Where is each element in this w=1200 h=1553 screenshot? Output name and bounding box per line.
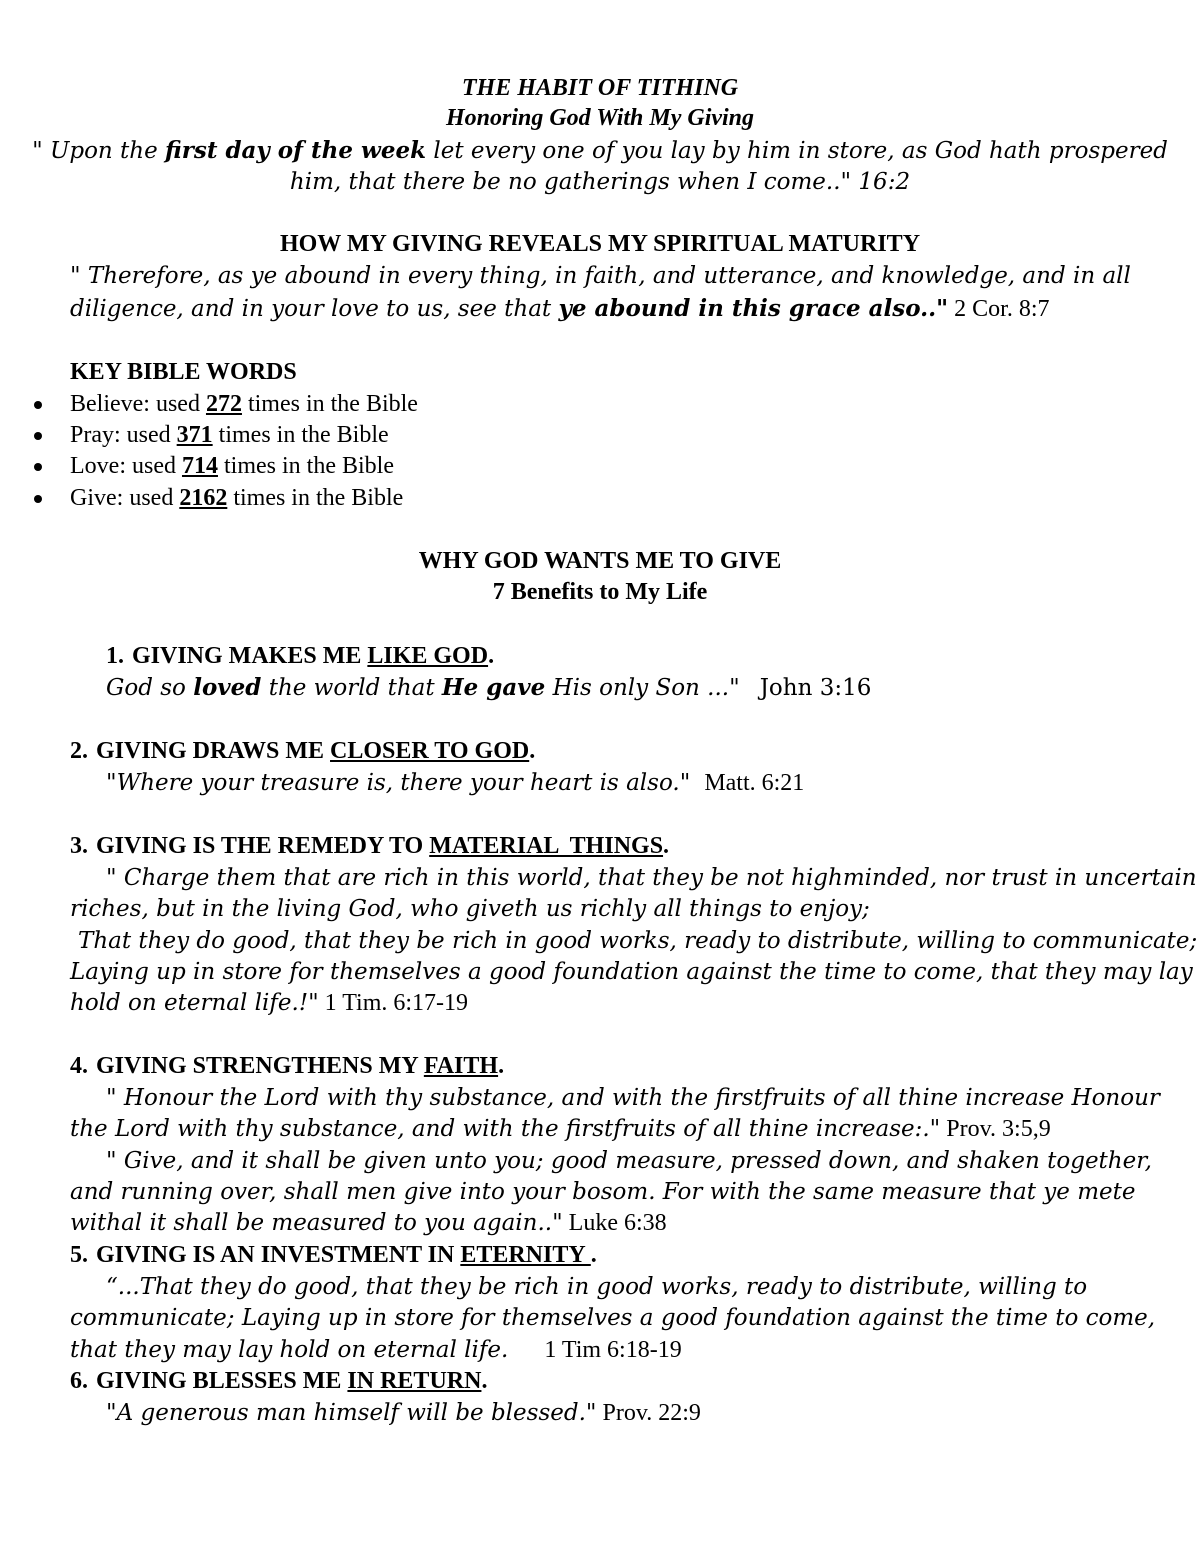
verse-text: God so	[106, 675, 194, 701]
verse-reference: John 3:16	[759, 675, 872, 701]
verse-text: let every one of you lay by him in store, as God hath prospered	[426, 138, 1168, 164]
benefit-3-verse-line-1: " Charge them that are rich in this world, that they be not highminded, nor trust in uncertain	[106, 865, 1197, 891]
benefit-keyword: CLOSER TO GOD	[330, 738, 530, 764]
benefit-number: 3.	[70, 833, 88, 859]
benefit-period: .	[663, 833, 670, 859]
benefit-2-verse	[106, 768, 804, 798]
key-word-pray	[70, 420, 389, 450]
why-subheading: 7 Benefits to My Life	[492, 579, 708, 605]
benefit-title: GIVING IS AN INVESTMENT IN	[96, 1242, 461, 1268]
benefit-keyword: MATERIAL THINGS	[429, 833, 664, 859]
key-word-give	[70, 483, 403, 513]
benefit-title: GIVING DRAWS ME	[96, 738, 331, 764]
benefit-number: 5.	[70, 1242, 88, 1268]
verse-emphasis: ye abound in this grace also.."	[558, 295, 949, 322]
benefit-3-verse-line-4: Laying up in store for themselves a good foundation against the time to come, that they may lay	[70, 959, 1193, 985]
key-word-count: 2162	[179, 485, 228, 511]
key-words-heading: KEY BIBLE WORDS	[70, 359, 297, 385]
verse-text: the world that	[261, 675, 442, 701]
key-word-count: 371	[176, 422, 213, 448]
key-word-label: Pray: used	[70, 422, 177, 448]
benefit-4-verse-line-5	[70, 1208, 667, 1238]
verse-text: that they may lay hold on eternal life.	[70, 1337, 509, 1363]
maturity-verse-line-1: " Therefore, as ye abound in every thing, in faith, and utterance, and knowledge, and in all	[70, 263, 1131, 289]
opening-verse-line-1	[0, 136, 1200, 166]
benefit-5-heading	[70, 1240, 597, 1270]
benefit-keyword: ETERNITY	[460, 1242, 591, 1268]
verse-emphasis: first day of the week	[165, 137, 427, 164]
benefit-number: 6.	[70, 1368, 88, 1394]
page-subtitle: Honoring God With My Giving	[445, 105, 755, 131]
benefit-title: GIVING MAKES ME	[132, 643, 368, 669]
benefit-6-verse	[106, 1398, 701, 1428]
benefit-3-verse-line-5	[70, 988, 468, 1018]
verse-text: the Lord with thy substance, and with the firstfruits of all thine increase:."	[70, 1116, 941, 1142]
benefit-keyword: IN RETURN	[347, 1368, 482, 1394]
verse-text: diligence, and in your love to us, see that	[70, 296, 559, 322]
verse-reference: Matt. 6:21	[704, 770, 805, 796]
benefit-title: GIVING STRENGTHENS MY	[96, 1053, 424, 1079]
benefit-1-verse	[106, 673, 871, 703]
key-word-suffix: times in the Bible	[212, 422, 389, 448]
page-title: THE HABIT OF TITHING	[461, 75, 739, 101]
benefit-4-verse-line-4: and running over, shall men give into your bosom. For with the same measure that ye mete	[70, 1179, 1136, 1205]
benefit-keyword: FAITH	[423, 1053, 499, 1079]
opening-verse-line-2: him, that there be no gatherings when I come.." 16:2	[289, 169, 911, 195]
benefit-period: .	[590, 1242, 597, 1268]
benefit-title: GIVING BLESSES ME	[96, 1368, 348, 1394]
benefit-4-verse-line-1: " Honour the Lord with thy substance, and with the firstfruits of all thine increase Honour	[106, 1085, 1160, 1111]
benefit-period: .	[481, 1368, 488, 1394]
benefit-5-verse-line-2: communicate; Laying up in store for themselves a good foundation against the time to come,	[70, 1305, 1156, 1331]
verse-text: "Where your treasure is, there your heart is also."	[106, 770, 691, 796]
key-word-label: Love: used	[70, 453, 182, 479]
key-word-love	[70, 451, 394, 481]
benefit-5-verse-line-1: “...That they do good, that they be rich in good works, ready to distribute, willing to	[106, 1274, 1088, 1300]
key-word-suffix: times in the Bible	[241, 391, 418, 417]
verse-reference: Prov. 3:5,9	[940, 1116, 1051, 1142]
benefit-3-heading	[70, 831, 669, 861]
bullet-icon	[34, 463, 42, 471]
key-word-suffix: times in the Bible	[227, 485, 404, 511]
verse-reference: Luke 6:38	[562, 1210, 667, 1236]
benefit-5-verse-line-3	[70, 1335, 682, 1365]
benefit-6-heading	[70, 1366, 487, 1396]
why-heading: WHY GOD WANTS ME TO GIVE	[418, 548, 782, 574]
key-word-label: Believe: used	[70, 391, 206, 417]
key-word-suffix: times in the Bible	[217, 453, 394, 479]
benefit-number: 1.	[106, 643, 124, 669]
verse-text: withal it shall be measured to you again.."	[70, 1210, 563, 1236]
benefit-period: .	[529, 738, 536, 764]
bullet-icon	[34, 401, 42, 409]
key-word-count: 272	[205, 391, 242, 417]
verse-emphasis: loved	[193, 674, 262, 701]
verse-emphasis: He gave	[441, 674, 546, 701]
benefit-3-verse-line-3: That they do good, that they be rich in good works, ready to distribute, willing to communicate;	[78, 928, 1198, 954]
benefit-4-verse-line-3: " Give, and it shall be given unto you; good measure, pressed down, and shaken together,	[106, 1148, 1152, 1174]
key-word-count: 714	[181, 453, 218, 479]
benefit-number: 4.	[70, 1053, 88, 1079]
benefit-1-heading	[106, 641, 494, 671]
benefit-2-heading	[70, 736, 535, 766]
verse-text: His only Son ..."	[545, 675, 740, 701]
bullet-icon	[34, 495, 42, 503]
key-word-label: Give: used	[70, 485, 180, 511]
bullet-icon	[34, 432, 42, 440]
maturity-verse-line-2	[70, 294, 1049, 324]
benefit-4-heading	[70, 1051, 504, 1081]
verse-text: " Upon the	[32, 138, 166, 164]
verse-reference: 1 Tim. 6:17-19	[318, 990, 469, 1016]
benefit-3-verse-line-2: riches, but in the living God, who giveth us richly all things to enjoy;	[70, 896, 870, 922]
verse-text: "A generous man himself will be blessed."	[106, 1400, 597, 1426]
benefit-period: .	[488, 643, 495, 669]
benefit-period: .	[498, 1053, 505, 1079]
verse-reference: 2 Cor. 8:7	[948, 296, 1050, 322]
verse-reference: Prov. 22:9	[596, 1400, 701, 1426]
maturity-heading: HOW MY GIVING REVEALS MY SPIRITUAL MATURITY	[279, 231, 921, 257]
benefit-number: 2.	[70, 738, 88, 764]
key-word-believe	[70, 389, 418, 419]
verse-text: hold on eternal life.!"	[70, 990, 319, 1016]
benefit-title: GIVING IS THE REMEDY TO	[96, 833, 430, 859]
verse-reference: 1 Tim 6:18-19	[544, 1337, 682, 1363]
benefit-keyword: LIKE GOD	[367, 643, 489, 669]
benefit-4-verse-line-2	[70, 1114, 1051, 1144]
